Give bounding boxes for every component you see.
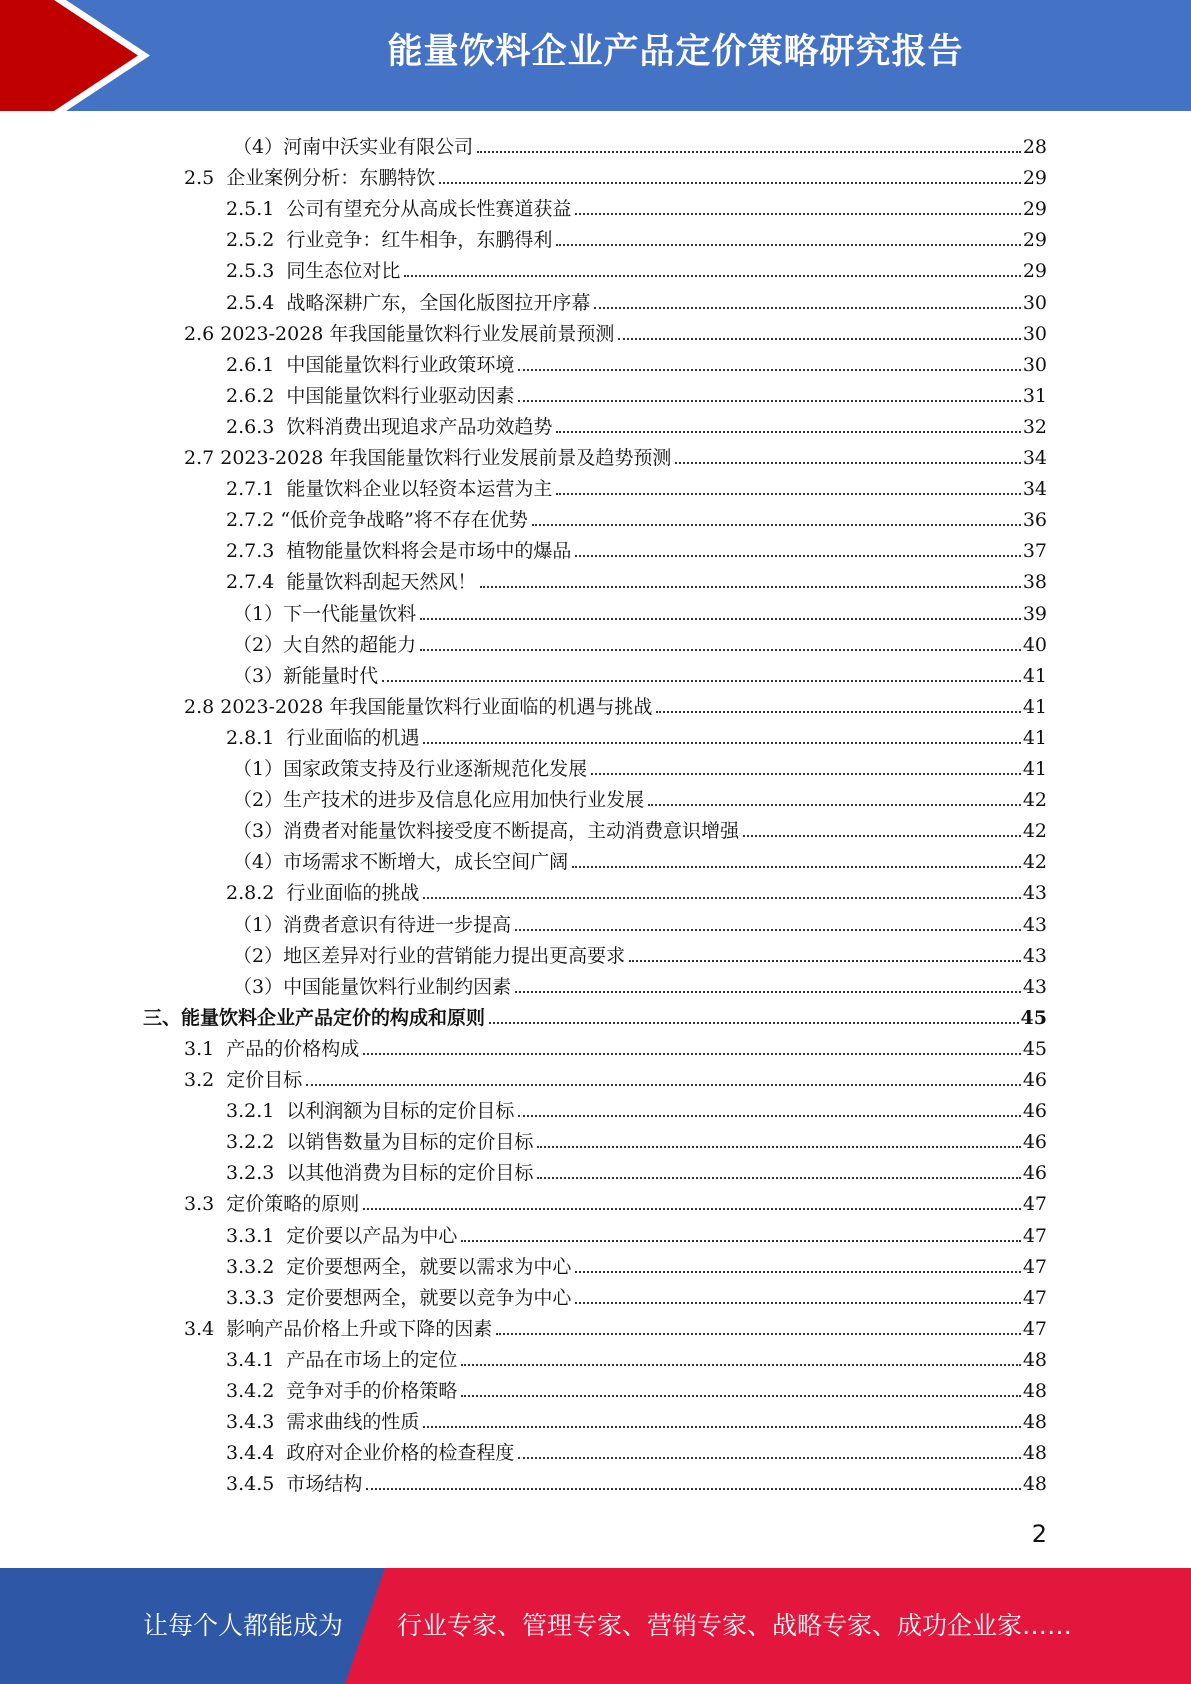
toc-entry-page: 29 (1022, 167, 1047, 190)
toc-entry[interactable] (226, 470, 1047, 501)
toc-entry-page: 43 (1022, 975, 1047, 998)
toc-entry[interactable] (184, 1185, 1047, 1216)
toc-entry[interactable] (184, 315, 1047, 346)
toc-entry[interactable] (233, 843, 1047, 874)
toc-entry-page: 46 (1022, 1069, 1047, 1091)
toc-dot-leader (518, 1456, 1020, 1459)
toc-entry-page: 30 (1022, 353, 1047, 376)
toc-dot-leader (556, 492, 1020, 495)
toc-entry-page: 30 (1022, 322, 1047, 345)
toc-entry[interactable] (226, 1403, 1047, 1434)
toc-entry-title: 3.4.3 需求曲线的性质 (226, 1411, 420, 1434)
toc-entry-title: 三、能量饮料企业产品定价的构成和原则 (143, 1006, 486, 1029)
toc-dot-leader (515, 928, 1021, 931)
toc-entry[interactable] (226, 719, 1047, 750)
toc-dot-leader (594, 306, 1020, 309)
toc-dot-leader (575, 1270, 1020, 1273)
toc-entry-page: 38 (1022, 571, 1047, 594)
toc-entry[interactable] (226, 1092, 1047, 1123)
toc-entry-page: 42 (1022, 789, 1047, 812)
toc-entry[interactable] (184, 159, 1047, 190)
toc-entry[interactable] (226, 1372, 1047, 1403)
toc-entry[interactable] (226, 284, 1047, 315)
toc-entry[interactable] (226, 1248, 1047, 1279)
toc-dot-leader (423, 1425, 1020, 1428)
toc-entry-title: （3）消费者对能量饮料接受度不断提高，主动消费意识增强 (233, 820, 740, 843)
toc-entry-title: （2）地区差异对行业的营销能力提出更高要求 (233, 944, 626, 967)
toc-dot-leader (423, 896, 1020, 899)
toc-entry-page: 39 (1022, 602, 1047, 625)
report-header (0, 0, 1191, 111)
toc-entry-title: 3.3.3 定价要想两全，就要以竞争为中心 (226, 1286, 572, 1309)
toc-dot-leader (575, 212, 1020, 215)
toc-entry[interactable] (226, 408, 1047, 439)
toc-entry[interactable] (226, 252, 1047, 283)
toc-entry-page: 31 (1022, 384, 1047, 407)
toc-entry-title: 3.4.5 市场结构 (226, 1473, 363, 1496)
toc-entry-title: 3.2 定价目标 (184, 1069, 303, 1091)
toc-dot-leader (648, 803, 1021, 806)
toc-dot-leader (518, 368, 1020, 371)
toc-entry-page: 34 (1022, 447, 1047, 469)
toc-entry-title: （1）消费者意识有待进一步提高 (233, 913, 512, 936)
toc-dot-leader (575, 1301, 1020, 1304)
toc-dot-leader (306, 1083, 1021, 1086)
toc-entry-title: 2.7.2 “低价竞争战略”将不存在优势 (226, 509, 528, 532)
toc-dot-leader (537, 1145, 1020, 1148)
toc-entry-page: 48 (1022, 1473, 1047, 1496)
toc-entry-title: 3.4.1 产品在市场上的定位 (226, 1348, 458, 1371)
toc-entry[interactable] (226, 1279, 1047, 1310)
toc-entry[interactable] (184, 1310, 1047, 1341)
toc-entry-title: （3）新能量时代 (233, 664, 379, 687)
toc-dot-leader (537, 1176, 1020, 1179)
toc-entry-page: 46 (1022, 1100, 1047, 1123)
toc-dot-leader (515, 990, 1021, 993)
toc-entry[interactable] (226, 190, 1047, 221)
toc-entry[interactable] (226, 1123, 1047, 1154)
footer-slogan-right: 行业专家、管理专家、营销专家、战略专家、成功企业家…… (397, 1611, 1073, 1640)
toc-entry[interactable] (233, 812, 1047, 843)
toc-entry-page: 43 (1022, 913, 1047, 936)
toc-dot-leader (363, 1207, 1021, 1210)
toc-entry-title: 3.2.2 以销售数量为目标的定价目标 (226, 1131, 534, 1154)
toc-entry-title: 2.5.3 同生态位对比 (226, 260, 401, 283)
toc-entry-page: 30 (1022, 291, 1047, 314)
toc-entry-title: 2.6 2023-2028 年我国能量饮料行业发展前景预测 (184, 322, 615, 345)
toc-entry-title: （2）大自然的超能力 (233, 633, 417, 656)
toc-entry[interactable] (184, 688, 1047, 719)
toc-entry-page: 34 (1022, 478, 1047, 501)
toc-entry[interactable] (226, 1154, 1047, 1185)
toc-entry-title: （1）下一代能量饮料 (233, 602, 417, 625)
toc-entry-title: （4）河南中沃实业有限公司 (233, 136, 474, 158)
toc-entry-page: 40 (1022, 633, 1047, 656)
toc-dot-leader (439, 181, 1021, 184)
toc-entry-page: 46 (1022, 1131, 1047, 1154)
toc-entry[interactable] (226, 501, 1047, 532)
toc-dot-leader (366, 1487, 1020, 1490)
toc-dot-leader (423, 741, 1020, 744)
toc-entry[interactable] (233, 906, 1047, 937)
toc-dot-leader (591, 772, 1021, 775)
page-number: 2 (1031, 1520, 1047, 1548)
toc-entry-title: 2.5 企业案例分析：东鹏特饮 (184, 167, 436, 190)
toc-entry[interactable] (226, 346, 1047, 377)
toc-entry-title: 2.5.2 行业竞争：红牛相争，东鹏得利 (226, 229, 553, 252)
toc-dot-leader (404, 274, 1020, 277)
toc-entry-title: 2.7 2023-2028 年我国能量饮料行业发展前景及趋势预测 (184, 447, 672, 469)
toc-entry-page: 48 (1022, 1442, 1047, 1465)
toc-entry[interactable] (233, 626, 1047, 657)
toc-entry[interactable] (226, 532, 1047, 563)
toc-entry-page: 29 (1022, 229, 1047, 252)
header-chevron-arrow-icon (0, 0, 138, 111)
toc-entry-page: 47 (1022, 1286, 1047, 1309)
toc-entry-page: 47 (1022, 1224, 1047, 1247)
toc-dot-leader (618, 337, 1020, 340)
toc-entry-title: 2.7.4 能量饮料刮起天然风！ (226, 571, 477, 594)
toc-dot-leader (556, 430, 1020, 433)
toc-entry-title: 2.7.1 能量饮料企业以轻资本运营为主 (226, 478, 553, 501)
toc-entry-page: 37 (1022, 540, 1047, 563)
toc-entry-page: 41 (1022, 664, 1047, 687)
toc-dot-leader (575, 554, 1020, 557)
toc-entry-title: 2.5.1 公司有望充分从高成长性赛道获益 (226, 198, 572, 221)
toc-dot-leader (382, 679, 1021, 682)
toc-entry-title: 3.4.2 竞争对手的价格策略 (226, 1380, 458, 1402)
toc-entry[interactable] (184, 439, 1047, 470)
toc-dot-leader (461, 1239, 1020, 1242)
toc-entry[interactable] (184, 1061, 1047, 1092)
toc-dot-leader (420, 648, 1021, 651)
toc-dot-leader (572, 865, 1021, 868)
toc-entry-page: 29 (1022, 198, 1047, 221)
toc-entry-page: 46 (1022, 1162, 1047, 1185)
toc-entry-page: 48 (1022, 1411, 1047, 1434)
toc-entry[interactable] (233, 595, 1047, 626)
toc-entry-page: 48 (1022, 1348, 1047, 1371)
toc-entry-title: （1）国家政策支持及行业逐渐规范化发展 (233, 758, 588, 780)
toc-entry-page: 36 (1022, 509, 1047, 532)
toc-entry-page: 47 (1022, 1193, 1047, 1216)
toc-entry-title: 3.2.3 以其他消费为目标的定价目标 (226, 1162, 534, 1185)
toc-entry-page: 41 (1022, 695, 1047, 718)
toc-entry-title: 3.3 定价策略的原则 (184, 1193, 360, 1216)
toc-dot-leader (518, 1114, 1020, 1117)
toc-dot-leader (480, 585, 1020, 588)
toc-entry[interactable] (233, 968, 1047, 999)
toc-entry-page: 41 (1022, 726, 1047, 749)
toc-entry[interactable] (233, 657, 1047, 688)
toc-entry[interactable] (233, 937, 1047, 968)
toc-entry-title: 3.3.2 定价要想两全，就要以需求为中心 (226, 1255, 572, 1278)
toc-entry[interactable] (233, 781, 1047, 812)
toc-entry-title: 3.4.4 政府对企业价格的检查程度 (226, 1442, 515, 1465)
toc-entry-page: 41 (1022, 758, 1047, 780)
toc-entry-page: 28 (1022, 136, 1047, 158)
footer-slogan-left: 让每个人都能成为 (143, 1611, 344, 1640)
toc-entry-page: 47 (1022, 1317, 1047, 1340)
report-title: 能量饮料企业产品定价策略研究报告 (387, 32, 964, 72)
toc-entry-title: 2.8.2 行业面临的挑战 (226, 882, 420, 905)
toc-entry-page: 42 (1022, 820, 1047, 843)
toc-dot-leader (420, 617, 1021, 620)
toc-dot-leader (496, 1332, 1021, 1335)
toc-entry-title: 3.3.1 定价要以产品为中心 (226, 1224, 458, 1247)
toc-dot-leader (532, 523, 1021, 526)
toc-entry-title: 2.8.1 行业面临的机遇 (226, 726, 420, 749)
toc-dot-leader (461, 1394, 1020, 1397)
toc-entry[interactable] (226, 874, 1047, 905)
toc-entry-title: 3.2.1 以利润额为目标的定价目标 (226, 1100, 515, 1123)
toc-entry-page: 43 (1022, 882, 1047, 905)
toc-entry-title: 3.1 产品的价格构成 (184, 1037, 360, 1060)
toc-dot-leader (461, 1363, 1020, 1366)
toc-entry-title: 2.8 2023-2028 年我国能量饮料行业面临的机遇与挑战 (184, 695, 653, 718)
toc-entry-title: 2.6.3 饮料消费出现追求产品功效趋势 (226, 415, 553, 438)
toc-entry[interactable] (233, 128, 1047, 159)
toc-entry[interactable] (184, 1030, 1047, 1061)
toc-entry-page: 45 (1020, 1006, 1047, 1029)
toc-entry[interactable] (226, 563, 1047, 594)
toc-entry-title: （4）市场需求不断增大，成长空间广阔 (233, 851, 569, 874)
toc-entry-title: 2.6.1 中国能量饮料行业政策环境 (226, 353, 515, 376)
toc-dot-leader (363, 1052, 1021, 1055)
toc-entry-page: 29 (1022, 260, 1047, 283)
toc-dot-leader (675, 461, 1020, 464)
toc-entry[interactable] (226, 377, 1047, 408)
toc-entry[interactable] (226, 1434, 1047, 1465)
toc-dot-leader (489, 1021, 1019, 1024)
toc-entry[interactable] (233, 750, 1047, 781)
toc-entry[interactable] (226, 221, 1047, 252)
toc-dot-leader (477, 150, 1021, 153)
toc-entry-title: 2.6.2 中国能量饮料行业驱动因素 (226, 384, 515, 407)
toc-dot-leader (656, 710, 1020, 713)
footer-banner (0, 1568, 1191, 1684)
toc-entry[interactable] (226, 1217, 1047, 1248)
toc-entry-title: 2.7.3 植物能量饮料将会是市场中的爆品 (226, 540, 572, 563)
toc-entry[interactable] (226, 1341, 1047, 1372)
toc-entry-page: 43 (1022, 944, 1047, 967)
toc-entry[interactable] (143, 999, 1047, 1030)
toc-entry-page: 42 (1022, 851, 1047, 874)
toc-dot-leader (629, 959, 1021, 962)
toc-entry-page: 32 (1022, 415, 1047, 438)
toc-dot-leader (556, 243, 1020, 246)
toc-entry-title: （3）中国能量饮料行业制约因素 (233, 975, 512, 998)
toc-entry-page: 47 (1022, 1255, 1047, 1278)
toc-entry[interactable] (226, 1465, 1047, 1496)
toc-dot-leader (518, 399, 1020, 402)
toc-entry-page: 45 (1022, 1037, 1047, 1060)
toc-entry-title: （2）生产技术的进步及信息化应用加快行业发展 (233, 789, 645, 812)
toc-entry-title: 3.4 影响产品价格上升或下降的因素 (184, 1317, 493, 1340)
toc-entry-page: 48 (1022, 1380, 1047, 1402)
toc-entry-title: 2.5.4 战略深耕广东，全国化版图拉开序幕 (226, 291, 591, 314)
toc-dot-leader (743, 834, 1021, 837)
